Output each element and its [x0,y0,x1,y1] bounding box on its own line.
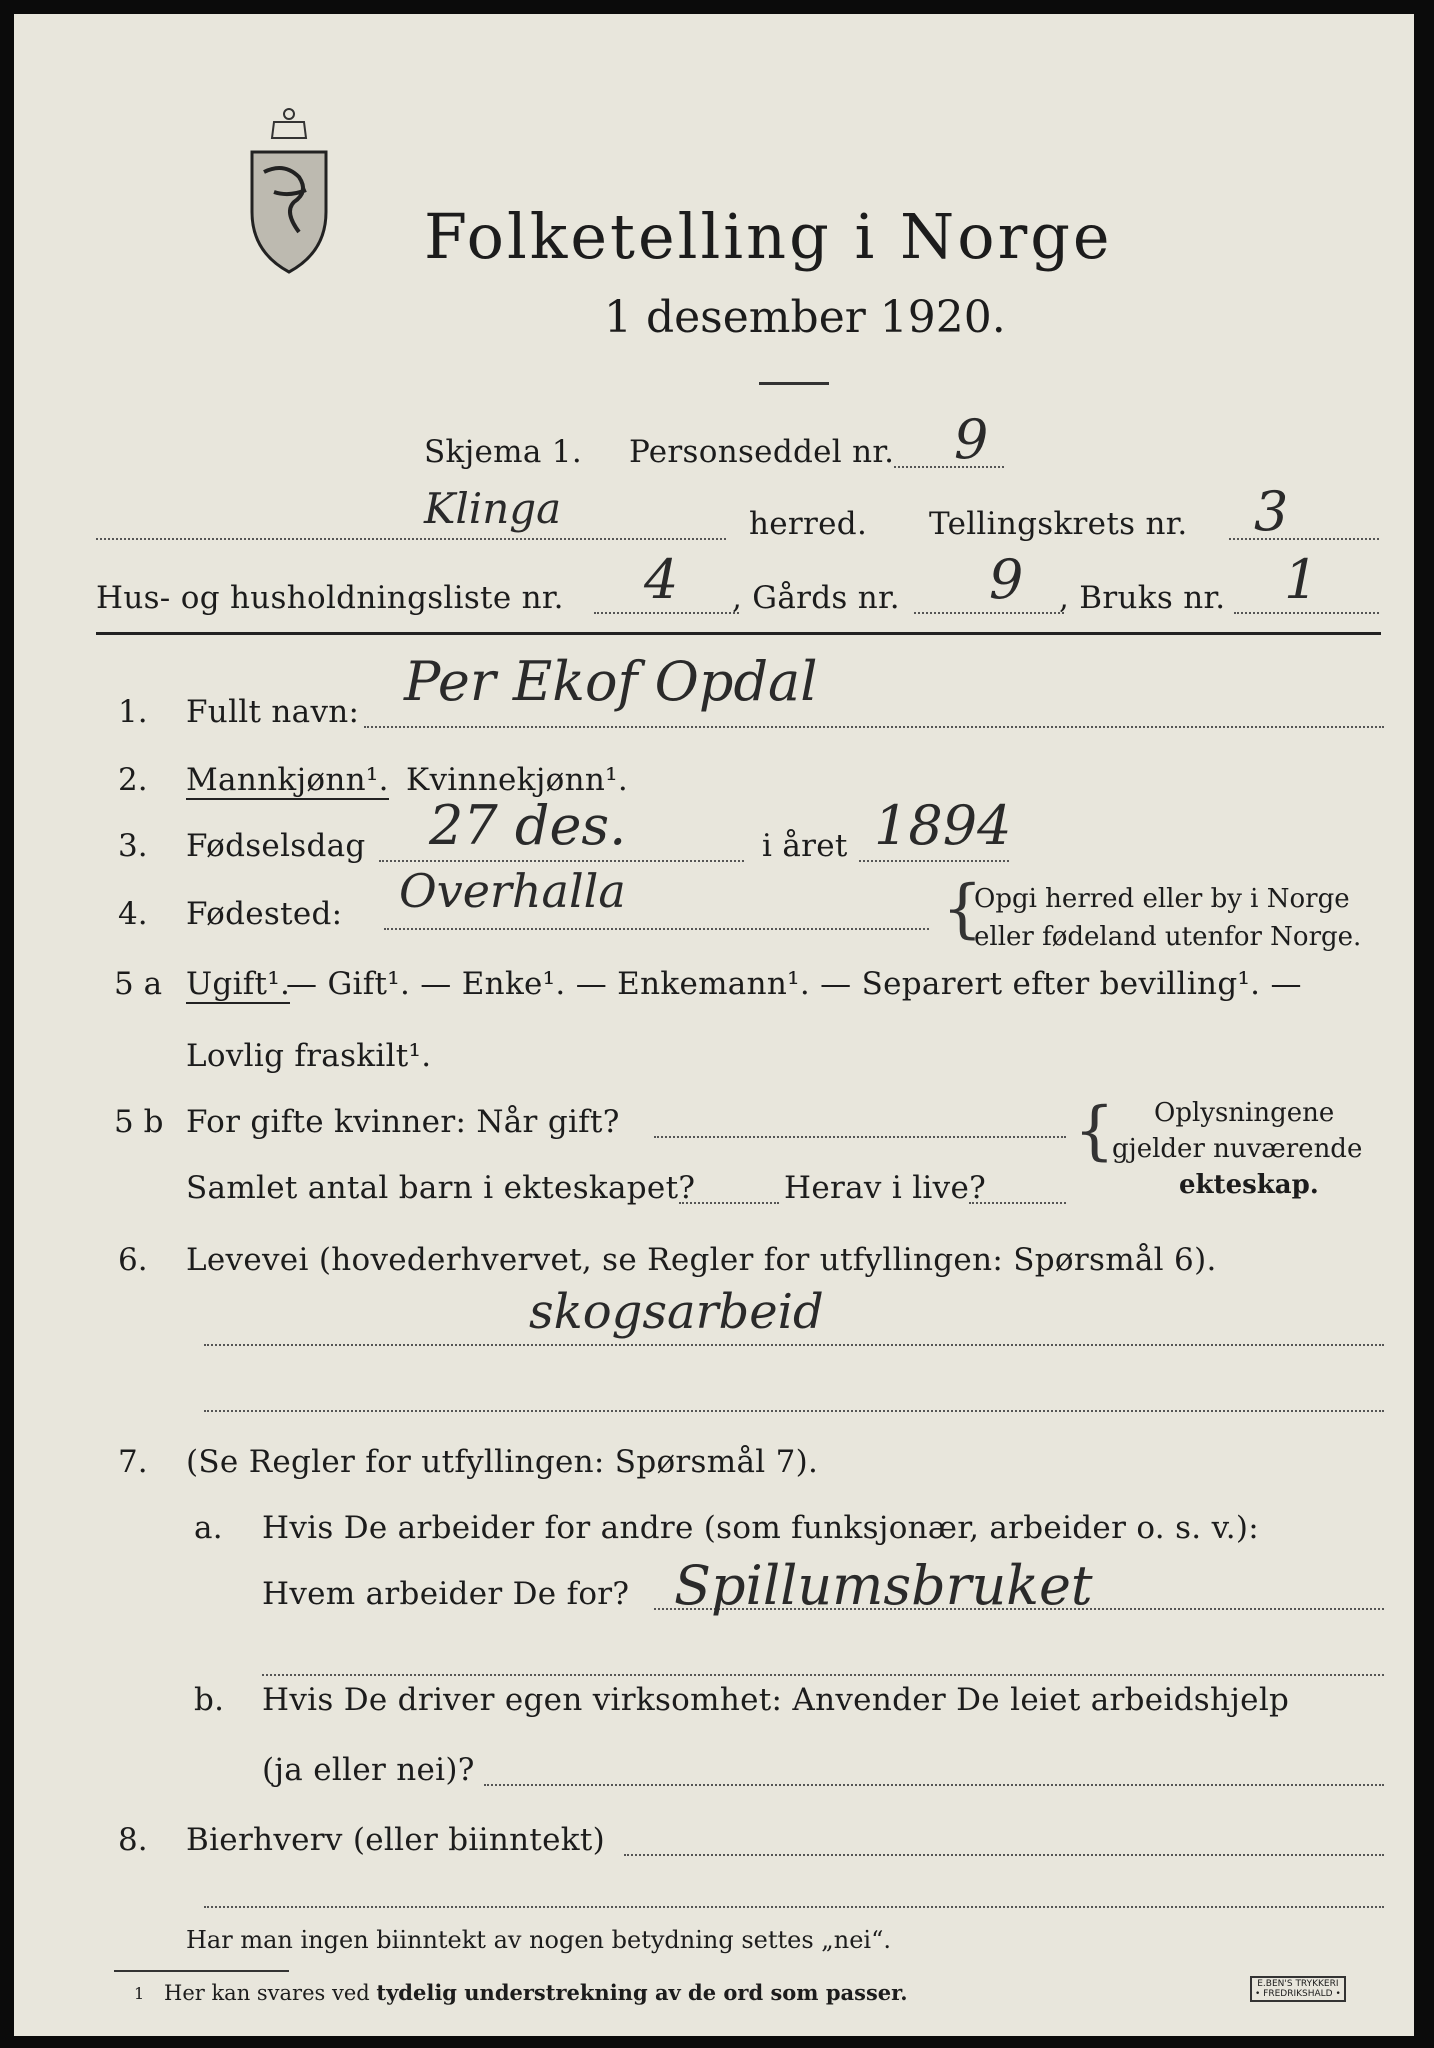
q7b-line2: (ja eller nei)? [262,1752,475,1788]
q4-note-line1: Opgi herred eller by i Norge [974,884,1350,914]
printer-stamp [1250,1976,1346,2002]
herred-dotted-line [96,538,726,540]
q4-dotted-line [384,928,929,930]
q1-dotted-line [364,726,1384,728]
q3-year-label: i året [762,828,848,864]
q4-note-line2: eller fødeland utenfor Norge. [974,922,1362,952]
q1-answer-full-name: Per Ekof Opdal [404,650,818,713]
q2-male-option: Mannkjønn¹. [186,762,389,798]
personseddel-label: Personseddel nr. [629,434,895,470]
q5b-married-dotted-line [654,1136,1066,1138]
q6-number: 6. [118,1242,148,1278]
q5b-number: 5 b [114,1104,164,1140]
q4-number: 4. [118,896,148,932]
q5b-note-line2: gjelder nuværende [1112,1134,1363,1164]
q5b-line2a: Samlet antal barn i ekteskapet? [186,1170,696,1206]
gards-value: 9 [989,548,1024,611]
q7b-dotted-line [484,1784,1384,1786]
footnote-text-a: Her kan svares ved [164,1981,377,2005]
q7b-line1: Hvis De driver egen virksomhet: Anvender De leiet arbeidshjelp [262,1682,1290,1718]
q7-label: (Se Regler for utfyllingen: Spørsmål 7). [186,1444,819,1480]
footnote-number: 1 [134,1984,145,2003]
footer-nei-note: Har man ingen biinntekt av nogen betydning settes „nei“. [186,1926,891,1954]
q7a-line2: Hvem arbeider De for? [262,1576,630,1612]
q5b-note-brace: { [1074,1094,1115,1168]
header-separator-rule [96,632,1381,635]
q8-number: 8. [118,1822,148,1858]
bruks-dotted-line [1234,612,1379,614]
q3-answer-day: 27 des. [429,794,627,857]
q1-number: 1. [118,694,148,730]
q5b-alive-dotted-line [969,1202,1066,1204]
bruks-value: 1 [1284,548,1319,611]
footnote-text-b: tydelig understrekning av de ord som passer. [376,1980,908,2005]
census-form-page [14,14,1414,2036]
q5a-number: 5 a [114,966,163,1002]
tellingskrets-dotted-line [1229,538,1379,540]
q7a-answer-employer: Spillumsbruket [674,1554,1093,1617]
q5b-note-line1: Oplysningene [1154,1098,1335,1128]
q4-answer-birthplace: Overhalla [399,864,626,918]
q5b-children-dotted-line [679,1202,779,1204]
q3-year-dotted-line [859,860,1009,862]
q7a-dotted-line-2 [262,1674,1384,1676]
norwegian-coat-of-arms-icon [244,102,334,286]
bruks-label: , Bruks nr. [1059,580,1226,616]
footnote-text [164,1980,908,2005]
census-date: 1 desember 1920. [604,292,1006,343]
q2-female-option: Kvinnekjønn¹. [406,762,629,798]
q5a-ugift-option: Ugift¹. [186,966,291,1002]
herred-value: Klinga [424,484,562,533]
q5a-other-options: — Gift¹. — Enke¹. — Enkemann¹. — Separert efter bevilling¹. — [286,966,1302,1002]
q6-answer-occupation: skogsarbeid [529,1284,824,1340]
q7b-letter: b. [194,1682,225,1718]
hus-label: Hus- og husholdningsliste nr. [96,580,564,616]
q8-dotted-line-1 [624,1854,1384,1856]
gards-label: , Gårds nr. [732,580,900,616]
tellingskrets-value: 3 [1254,480,1289,543]
tellingskrets-label: Tellingskrets nr. [929,506,1188,542]
q5a-line2: Lovlig fraskilt¹. [186,1038,432,1074]
hus-dotted-line [594,612,739,614]
personseddel-value: 9 [954,408,989,471]
q8-label: Bierhverv (eller biinntekt) [186,1822,606,1858]
q6-dotted-line-1 [204,1344,1384,1346]
form-title: Folketelling i Norge [424,200,1113,273]
q5b-line1: For gifte kvinner: Når gift? [186,1104,620,1140]
q4-note-brace: { [942,872,983,946]
q6-label: Levevei (hovederhvervet, se Regler for utfyllingen: Spørsmål 6). [186,1242,1217,1278]
q7a-letter: a. [194,1510,223,1546]
q5b-note-line3: ekteskap. [1179,1170,1319,1200]
herred-label: herred. [749,506,868,542]
q4-label: Fødested: [186,896,343,932]
footnote-divider [114,1970,289,1972]
q2-number: 2. [118,762,148,798]
title-divider [759,382,829,385]
q5b-line2b: Herav i live? [784,1170,987,1206]
q7-number: 7. [118,1444,148,1480]
printer-stamp-line2: • FREDRIKSHALD • [1255,1989,1341,1999]
q3-number: 3. [118,828,148,864]
q8-dotted-line-2 [204,1906,1384,1908]
hus-value: 4 [644,548,679,611]
q3-day-dotted-line [379,860,744,862]
q3-answer-year: 1894 [874,794,1012,857]
gards-dotted-line [914,612,1064,614]
q1-label: Fullt navn: [186,694,360,730]
q7a-line1: Hvis De arbeider for andre (som funksjonær, arbeider o. s. v.): [262,1510,1260,1546]
q3-label: Fødselsdag [186,828,366,864]
q6-dotted-line-2 [204,1410,1384,1412]
skjema-label: Skjema 1. [424,434,582,470]
printer-stamp-line1: E.BEN'S TRYKKERI [1257,1979,1339,1989]
